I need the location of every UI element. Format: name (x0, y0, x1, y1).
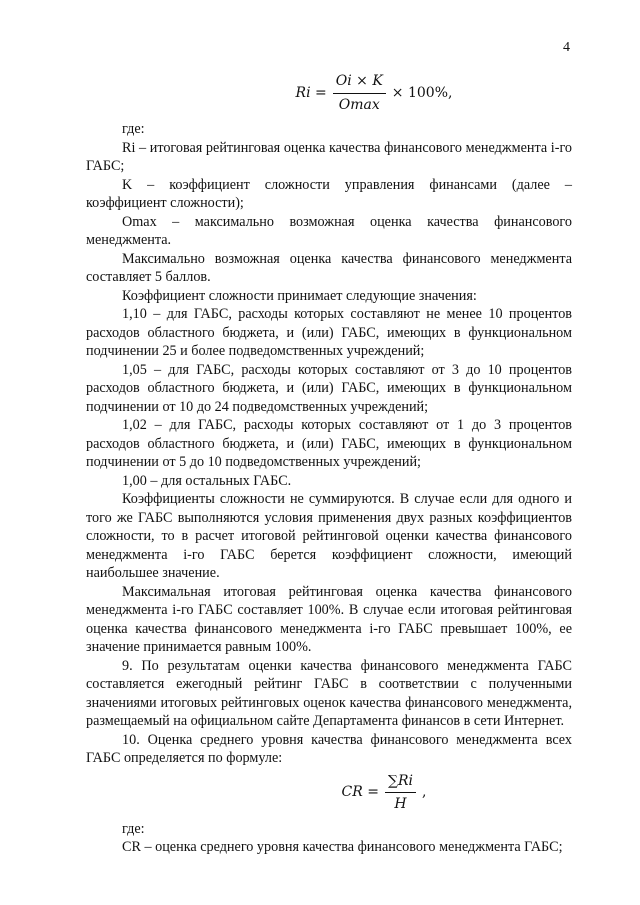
paragraph-max-score: Максимально возможная оценка качества финансового менеджмента составляет 5 баллов. (86, 250, 572, 285)
formula2-fraction (385, 772, 416, 814)
average-formula (196, 772, 572, 814)
paragraph-coef-not-summed: Коэффициенты сложности не суммируются. В случае если для одного и того же ГАБС выполняются условия применения двух разных коэффициентов сложности, то в расчет итоговой рейтинговой оценки качества финансового менеджмента i-го ГАБС берется коэффициент сложности, имеющий наибольшее значение. (86, 491, 572, 581)
rating-formula (176, 72, 572, 114)
paragraph-cr-definition: CR – оценка среднего уровня качества финансового менеджмента ГАБС; (122, 839, 563, 855)
formula-fraction (333, 72, 386, 114)
formula-numerator: Oi × K (333, 72, 386, 94)
paragraph-coef-100: 1,00 – для остальных ГАБС. (122, 472, 292, 489)
paragraph-section-9: 9. По результатам оценки качества финансового менеджмента ГАБС составляется ежегодный рейтинг ГАБС в соответствии с полученными значениями итоговых рейтинговых оценок качества финансового менеджмента, размещаемый на официальном сайте Департамента финансов в сети Интернет. (86, 657, 572, 729)
paragraph-ri-definition: Ri – итоговая рейтинговая оценка качества финансового менеджмента i-го ГАБС; (86, 139, 572, 174)
formula2-numerator: ∑Ri (385, 772, 416, 794)
document-body (86, 72, 572, 857)
paragraph-where: где: (122, 121, 145, 137)
page-number: 4 (563, 40, 570, 55)
paragraph-coef-110: 1,10 – для ГАБС, расходы которых составляют не менее 10 процентов расходов областного бюджета, и (или) ГАБС, имеющих в функциональном подчинении 25 и более подведомственных учреждений; (86, 306, 572, 359)
paragraph-coef-intro: Коэффициент сложности принимает следующие значения: (122, 287, 477, 304)
formula-denominator: Omax (338, 96, 380, 113)
paragraph-section-10: 10. Оценка среднего уровня качества финансового менеджмента всех ГАБС определяется по формуле: (86, 731, 572, 766)
paragraph-omax-definition: Omax – максимально возможная оценка качества финансового менеджмента. (86, 213, 572, 248)
formula-lhs: Ri = (295, 84, 327, 101)
formula2-suffix: , (422, 784, 427, 801)
paragraph-k-definition: K – коэффициент сложности управления финансами (далее – коэффициент сложности); (86, 176, 572, 211)
formula2-denominator: H (394, 796, 407, 812)
paragraph-where-2: где: (122, 820, 145, 837)
formula-suffix: × 100%, (391, 84, 453, 101)
paragraph-coef-105: 1,05 – для ГАБС, расходы которых составляют от 3 до 10 процентов расходов областного бюджета, и (или) ГАБС, имеющих в функциональном подчинении от 10 до 24 подведомственных учреждений; (86, 361, 572, 415)
formula2-lhs: CR = (341, 784, 379, 801)
paragraph-max-total: Максимальная итоговая рейтинговая оценка качества финансового менеджмента i-го ГАБС составляет 100%. В случае если итоговая рейтинговая оценка качества финансового менеджмента i-го ГАБС превышает 100%, ее значение принимается равным 100%. (86, 583, 572, 655)
paragraph-coef-102: 1,02 – для ГАБС, расходы которых составляют от 1 до 3 процентов расходов областного бюджета, и (или) ГАБС, имеющих в функциональном подчинении от 5 до 10 подведомственных учреждений; (86, 417, 572, 470)
